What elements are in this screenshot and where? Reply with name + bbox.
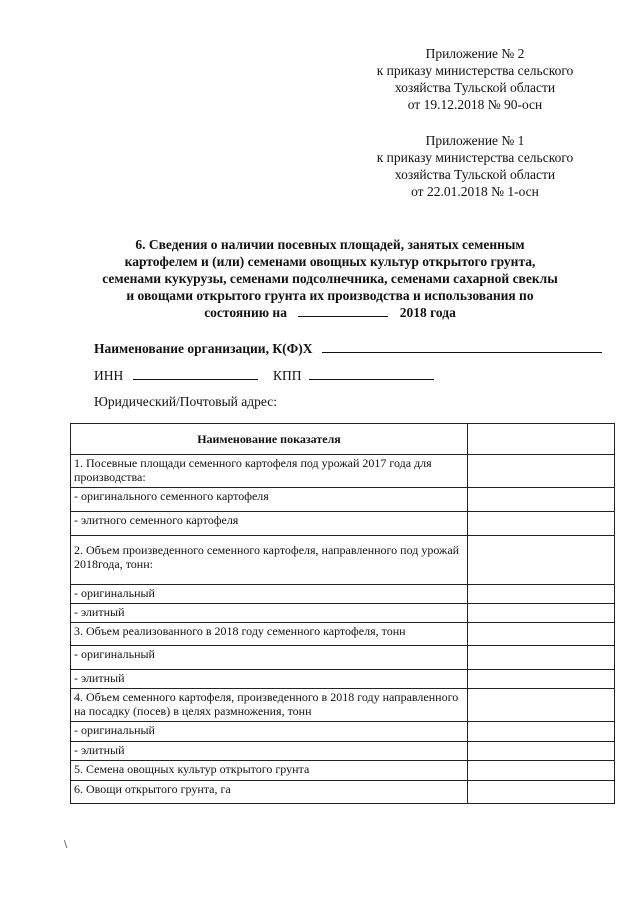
- title-date-prefix: состоянию на: [204, 305, 287, 320]
- scan-speck: ∖: [62, 840, 69, 851]
- appendix-2-line: к приказу министерства сельского: [376, 63, 574, 78]
- row-value-cell[interactable]: [468, 536, 615, 585]
- row-value-cell[interactable]: [468, 722, 615, 742]
- row-label: - оригинального семенного картофеля: [71, 488, 468, 512]
- row-value-cell[interactable]: [468, 670, 615, 689]
- row-value-cell[interactable]: [468, 623, 615, 646]
- table-row: [71, 604, 615, 623]
- org-name-field: [94, 340, 602, 357]
- row-label: - оригинальный: [71, 722, 468, 742]
- table-row: [71, 536, 615, 585]
- row-label: - элитный: [71, 742, 468, 761]
- row-label: 4. Объем семенного картофеля, произведенного в 2018 году направленного на посадку (посев) в целях размножения, тонн: [71, 689, 468, 722]
- row-value-cell[interactable]: [468, 761, 615, 781]
- row-label: 6. Овощи открытого грунта, га: [71, 781, 468, 804]
- org-name-label: Наименование организации, К(Ф)Х: [94, 341, 313, 356]
- appendix-1-line: хозяйства Тульской области: [394, 167, 556, 182]
- row-value-cell[interactable]: [468, 689, 615, 722]
- table-header-name: Наименование показателя: [71, 424, 468, 455]
- appendix-2-block: [340, 45, 610, 113]
- org-name-blank[interactable]: [322, 352, 602, 353]
- row-value-cell[interactable]: [468, 742, 615, 761]
- appendix-2-line: от 19.12.2018 № 90-осн: [407, 97, 543, 112]
- row-label: 5. Семена овощных культур открытого грунта: [71, 761, 468, 781]
- row-value-cell[interactable]: [468, 781, 615, 804]
- row-label: - элитный: [71, 670, 468, 689]
- table-row: [71, 670, 615, 689]
- title-line-date: [70, 304, 590, 321]
- row-value-cell[interactable]: [468, 604, 615, 623]
- title-line: 6. Сведения о наличии посевных площадей, занятых семенным: [135, 237, 525, 252]
- appendix-1-line: к приказу министерства сельского: [376, 150, 574, 165]
- table-row: [71, 646, 615, 670]
- table-row: [71, 761, 615, 781]
- date-blank-line[interactable]: [298, 316, 388, 317]
- appendix-1-line: Приложение № 1: [425, 133, 525, 148]
- row-label: - оригинальный: [71, 646, 468, 670]
- indicators-table: [70, 423, 615, 804]
- row-label: 2. Объем произведенного семенного картофеля, направленного под урожай 2018года, тонн:: [71, 536, 468, 585]
- table-header-value: [468, 424, 615, 455]
- table-row: [71, 488, 615, 512]
- row-label: 3. Объем реализованного в 2018 году семенного картофеля, тонн: [71, 623, 468, 646]
- table-row: [71, 455, 615, 488]
- address-field: [94, 393, 277, 410]
- table-row: [71, 781, 615, 804]
- table-row: [71, 585, 615, 604]
- inn-label: ИНН: [94, 368, 124, 383]
- row-value-cell[interactable]: [468, 512, 615, 536]
- row-label: - элитного семенного картофеля: [71, 512, 468, 536]
- document-title: [70, 236, 590, 321]
- appendix-2-line: Приложение № 2: [425, 46, 525, 61]
- inn-kpp-field: [94, 367, 434, 384]
- row-value-cell[interactable]: [468, 646, 615, 670]
- appendix-1-block: [340, 132, 610, 200]
- appendix-1-line: от 22.01.2018 № 1-осн: [411, 184, 539, 199]
- title-line: и овощами открытого грунта их производства и использования по: [126, 288, 534, 303]
- table-row: [71, 623, 615, 646]
- row-value-cell[interactable]: [468, 455, 615, 488]
- table-header-row: [71, 424, 615, 455]
- kpp-label: КПП: [273, 368, 302, 383]
- inn-blank[interactable]: [133, 379, 258, 380]
- table-row: [71, 689, 615, 722]
- row-label: 1. Посевные площади семенного картофеля под урожай 2017 года для производства:: [71, 455, 468, 488]
- row-label: - элитный: [71, 604, 468, 623]
- table-row: [71, 722, 615, 742]
- row-value-cell[interactable]: [468, 585, 615, 604]
- kpp-blank[interactable]: [309, 379, 434, 380]
- table-row: [71, 512, 615, 536]
- row-value-cell[interactable]: [468, 488, 615, 512]
- title-line: семенами кукурузы, семенами подсолнечника, семенами сахарной свеклы: [102, 271, 558, 286]
- title-date-suffix: 2018 года: [399, 305, 456, 320]
- title-line: картофелем и (или) семенами овощных культур открытого грунта,: [124, 254, 536, 269]
- row-label: - оригинальный: [71, 585, 468, 604]
- address-label: Юридический/Почтовый адрес:: [94, 394, 277, 409]
- table-row: [71, 742, 615, 761]
- appendix-2-line: хозяйства Тульской области: [394, 80, 556, 95]
